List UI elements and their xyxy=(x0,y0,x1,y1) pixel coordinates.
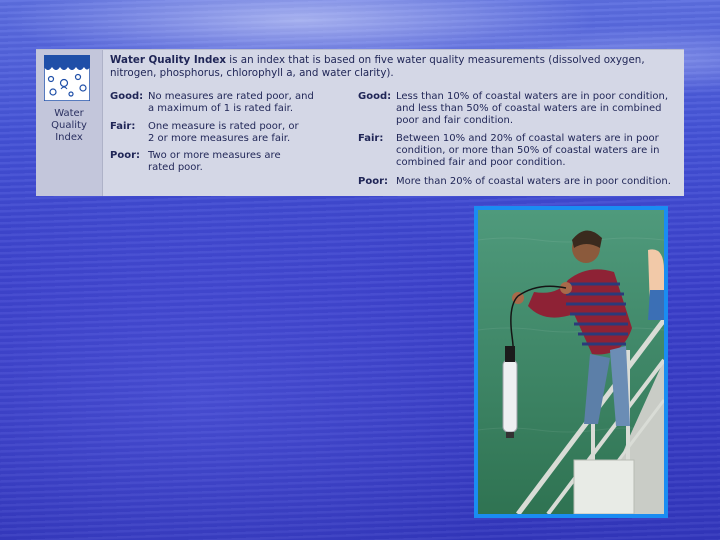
index-label xyxy=(38,108,100,144)
criterion-text: combined fair and poor condition. xyxy=(396,157,566,168)
criterion-text: poor and fair condition. xyxy=(396,115,513,126)
criterion-text: a maximum of 1 is rated fair. xyxy=(148,103,294,114)
criterion-text: More than 20% of coastal waters are in poor condition. xyxy=(396,176,671,187)
index-label-line: Quality xyxy=(51,120,87,131)
photo-illustration xyxy=(478,210,664,514)
criterion-text: No measures are rated poor, and xyxy=(148,91,314,102)
rating-label: Poor: xyxy=(358,176,388,187)
rating-label: Poor: xyxy=(110,150,140,161)
index-description xyxy=(110,54,680,80)
criterion-text: Between 10% and 20% of coastal waters are in poor xyxy=(396,133,659,144)
left-poor-criterion xyxy=(110,150,350,178)
right-good-criterion xyxy=(358,91,680,131)
index-label-line: Index xyxy=(55,132,83,143)
water-quality-index-card xyxy=(36,49,684,196)
left-good-criterion xyxy=(110,91,350,119)
criterion-text: condition, or more than 50% of coastal waters are in xyxy=(396,145,660,156)
index-definition: is an index that is based on five water quality measurements (dissolved oxygen, nitrogen, phosphorus, chlorophyll a, and water clarity). xyxy=(110,54,645,79)
left-fair-criterion xyxy=(110,121,350,149)
rating-label: Good: xyxy=(358,91,392,102)
criterion-text: rated poor. xyxy=(148,162,203,173)
criterion-text: Two or more measures are xyxy=(148,150,281,161)
field-sampling-photo xyxy=(474,206,668,518)
criterion-text: One measure is rated poor, or xyxy=(148,121,299,132)
rating-label: Good: xyxy=(110,91,144,102)
index-title: Water Quality Index xyxy=(110,54,226,66)
index-label-line: Water xyxy=(54,108,84,119)
criterion-text: 2 or more measures are fair. xyxy=(148,133,291,144)
criterion-text: Less than 10% of coastal waters are in poor condition, xyxy=(396,91,669,102)
right-poor-criterion xyxy=(358,176,680,190)
index-sidebar xyxy=(36,50,103,196)
criterion-text: and less than 50% of coastal waters are in combined xyxy=(396,103,662,114)
rating-label: Fair: xyxy=(110,121,136,132)
rating-label: Fair: xyxy=(358,133,384,144)
water-quality-icon xyxy=(44,55,90,101)
right-fair-criterion xyxy=(358,133,680,173)
